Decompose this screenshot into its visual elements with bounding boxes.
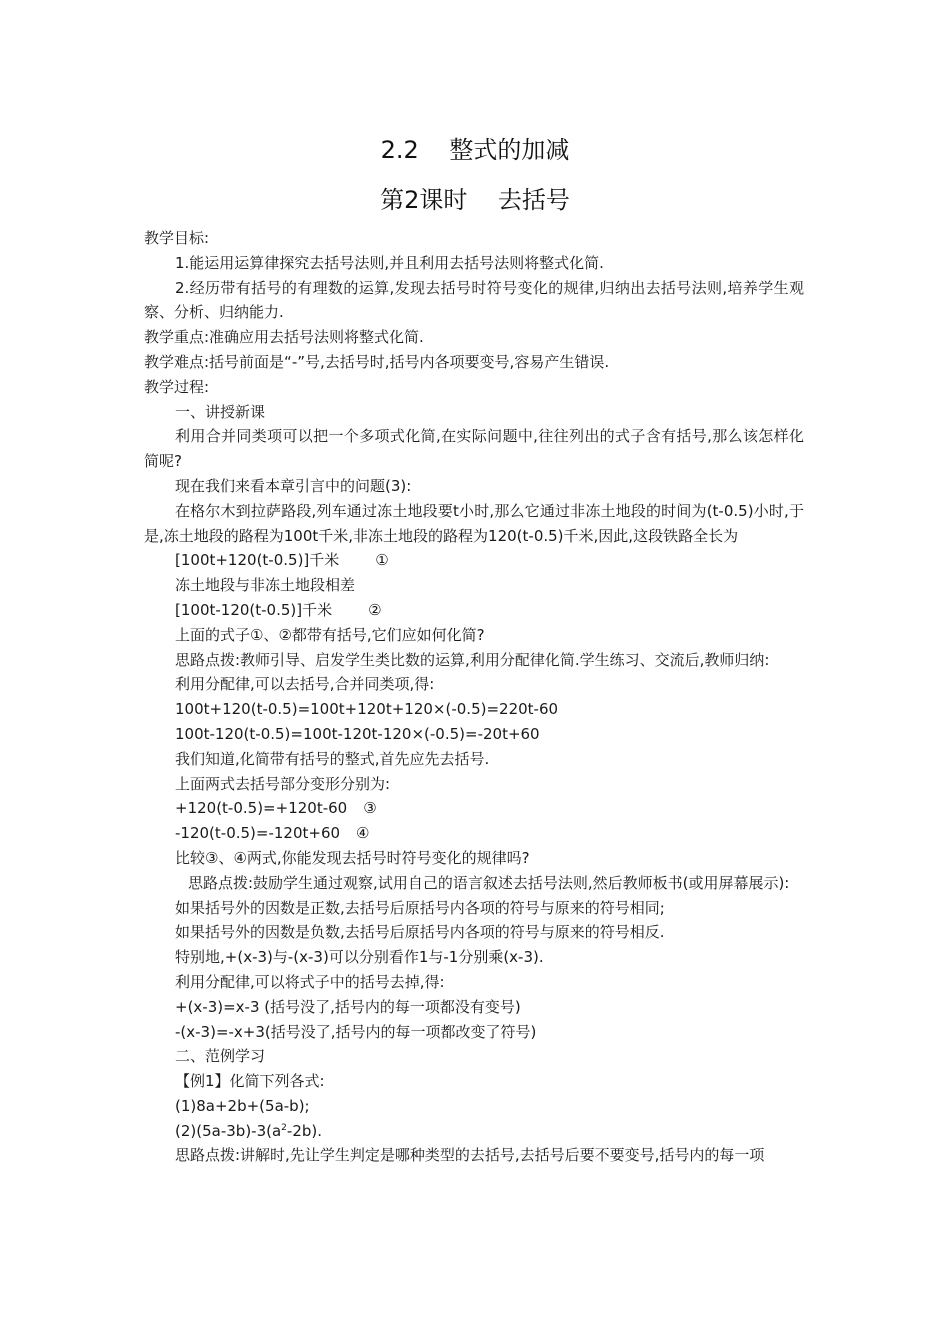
- example-1-heading: 【例1】化简下列各式:: [175, 1072, 325, 1091]
- rule-negative: 如果括号外的因数是负数,去括号后原括号内各项的符号与原来的符号相反.: [175, 923, 665, 942]
- special-case: 特别地,+(x-3)与-(x-3)可以分别看作1与-1分别乘(x-3).: [175, 948, 544, 967]
- know-note: 我们知道,化简带有括号的整式,首先应先去括号.: [175, 749, 490, 768]
- expression-4-mark: ④: [356, 824, 370, 843]
- difficulty: 教学难点:括号前面是“-”号,去括号时,括号内各项要变号,容易产生错误.: [144, 352, 610, 371]
- section-heading-1: 一、讲授新课: [175, 402, 266, 421]
- lesson-title: 2.2 整式的加减: [380, 136, 570, 164]
- expression-4: [144, 821, 804, 846]
- lesson-subtitle: 第2课时 去括号: [380, 186, 570, 214]
- example-1-part-2-exponent: 2: [281, 1122, 287, 1133]
- goal-1: 1.能运用运算律探究去括号法则,并且利用去括号法则将整式化简.: [175, 253, 604, 272]
- intro-paragraph: 利用合并同类项可以把一个多项式化简,在实际问题中,往往列出的式子含有括号,那么该怎样化简呢?: [144, 427, 804, 471]
- calculation-2: 100t-120(t-0.5)=100t-120t-120×(-0.5)=-20t+60: [175, 724, 540, 743]
- hint-3: 思路点拨:讲解时,先让学生判定是哪种类型的去括号,去括号后要不要变号,括号内的每一项: [175, 1146, 765, 1165]
- expression-2-text: [100t-120(t-0.5)]千米: [175, 600, 333, 619]
- expression-2-mark: ②: [368, 600, 382, 619]
- example-1-part-1: (1)8a+2b+(5a-b);: [175, 1096, 310, 1115]
- goal-2: 2.经历带有括号的有理数的运算,发现去括号时符号变化的规律,归纳出去括号法则,培养学生观察、分析、归纳能力.: [144, 278, 804, 322]
- problem-paragraph: 在格尔木到拉萨路段,列车通过冻土地段要t小时,那么它通过非冻土地段的时间为(t-0.5)小时,于是,冻土地段的路程为100t千米,非冻土地段的路程为120(t-0.5)千米,因此,这段铁路全长为: [144, 501, 804, 545]
- section-heading-2: 二、范例学习: [175, 1047, 266, 1066]
- example-positive: +(x-3)=x-3 (括号没了,括号内的每一项都没有变号): [175, 997, 521, 1016]
- expression-3-mark: ③: [363, 799, 377, 818]
- difference-label: 冻土地段与非冻土地段相差: [175, 576, 356, 595]
- distributive-law-note: 利用分配律,可以去括号,合并同类项,得:: [175, 675, 435, 694]
- goals-label: 教学目标:: [144, 229, 210, 247]
- question-reference: 现在我们来看本章引言中的问题(3):: [175, 476, 412, 495]
- simplify-question: 上面的式子①、②都带有括号,它们应如何化简?: [175, 625, 485, 644]
- lesson-content: [144, 226, 804, 1168]
- compare-question: 比较③、④两式,你能发现去括号时符号变化的规律吗?: [175, 848, 530, 867]
- calculation-1: 100t+120(t-0.5)=100t+120t+120×(-0.5)=220t-60: [175, 700, 559, 719]
- hint-2: 思路点拨:鼓励学生通过观察,试用自己的语言叙述去括号法则,然后教师板书(或用屏幕展示):: [188, 873, 790, 892]
- example-1-part-2-post: -2b).: [286, 1121, 323, 1140]
- rule-positive: 如果括号外的因数是正数,去括号后原括号内各项的符号与原来的符号相同;: [175, 898, 665, 917]
- example-1-part-2-pre: (2)(5a-3b)-3(a: [175, 1121, 282, 1140]
- hint-1: 思路点拨:教师引导、启发学生类比数的运算,利用分配律化简.学生练习、交流后,教师归纳:: [175, 650, 770, 669]
- expression-2: [144, 598, 804, 623]
- expression-4-text: -120(t-0.5)=-120t+60: [175, 824, 341, 843]
- two-forms-label: 上面两式去括号部分变形分别为:: [175, 774, 391, 793]
- key-point: 教学重点:准确应用去括号法则将整式化简.: [144, 328, 424, 347]
- example-negative: -(x-3)=-x+3(括号没了,括号内的每一项都改变了符号): [175, 1022, 537, 1041]
- expression-3: [144, 796, 804, 821]
- process-label: 教学过程:: [144, 377, 210, 396]
- expression-1-text: [100t+120(t-0.5)]千米: [175, 551, 340, 570]
- distributive-remove-note: 利用分配律,可以将式子中的括号去掉,得:: [175, 972, 445, 991]
- expression-1-mark: ①: [375, 551, 389, 570]
- expression-3-text: +120(t-0.5)=+120t-60: [175, 799, 348, 818]
- example-1-part-2: [144, 1119, 804, 1144]
- expression-1: [144, 548, 804, 573]
